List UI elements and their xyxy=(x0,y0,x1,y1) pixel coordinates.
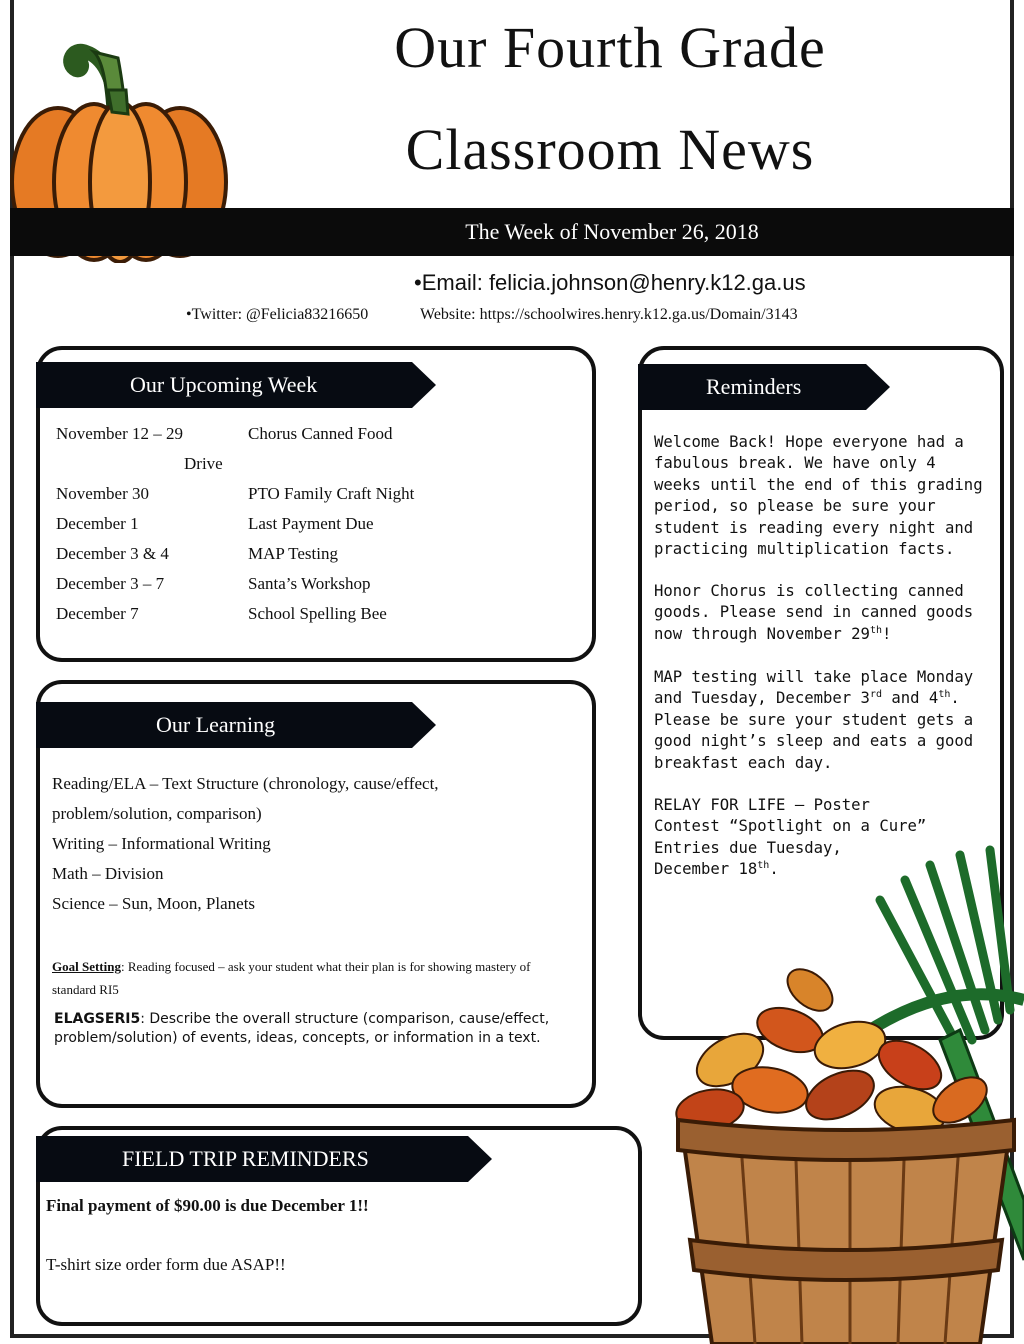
reminder-chorus-sup: th xyxy=(869,624,882,636)
field-trip-tshirt: T-shirt size order form due ASAP!! xyxy=(46,1255,286,1274)
reminder-welcome: Welcome Back! Hope everyone had a fabulous break. We have only 4 weeks until the end of this grading period, so please be sure your student is reading every night and practicing multiplication facts. xyxy=(654,433,983,559)
newsletter-title-line1: Our Fourth Grade xyxy=(394,15,826,80)
learning-line: Writing – Informational Writing xyxy=(52,834,271,853)
reminders-banner xyxy=(638,364,890,410)
reminder-chorus-text: Honor Chorus is collecting canned goods. Please send in canned goods now through November 29 xyxy=(654,582,974,643)
field-trip-banner xyxy=(36,1136,492,1182)
reminder-chorus-end: ! xyxy=(881,624,892,643)
reminder-map xyxy=(654,667,986,774)
event-name: MAP Testing xyxy=(248,544,338,563)
field-trip-heading: FIELD TRIP REMINDERS xyxy=(122,1146,369,1171)
week-banner xyxy=(10,208,1014,256)
reminder-relay-line: Entries due Tuesday, xyxy=(654,838,842,857)
email-line[interactable]: •Email: felicia.johnson@henry.k12.ga.us xyxy=(414,270,806,295)
reminder-relay-date: December 18 xyxy=(654,860,758,879)
goal-setting xyxy=(52,955,572,1001)
reminder-map-sup2: th xyxy=(938,689,951,701)
learning-banner xyxy=(36,702,436,748)
reminder-relay-line: RELAY FOR LIFE – Poster xyxy=(654,796,870,814)
field-trip-payment: Final payment of $90.00 is due December 1!! xyxy=(46,1196,369,1215)
event-name: Last Payment Due xyxy=(248,514,374,533)
newsletter-title-line2: Classroom News xyxy=(405,117,815,182)
event-date: December 3 – 7 xyxy=(56,574,165,593)
reminder-map-sup1: rd xyxy=(869,689,882,701)
reminders-heading: Reminders xyxy=(706,374,802,399)
learning-line: Reading/ELA – Text Structure (chronology, cause/effect, xyxy=(52,774,439,793)
reminder-relay-line: Contest “Spotlight on a Cure” xyxy=(654,817,927,836)
reminder-relay-sup: th xyxy=(757,860,770,872)
event-name: Santa’s Workshop xyxy=(248,574,371,593)
event-name: Chorus Canned Food xyxy=(248,424,393,443)
upcoming-week-banner xyxy=(36,362,436,408)
event-date: December 3 & 4 xyxy=(56,544,169,563)
twitter-line[interactable]: •Twitter: @Felicia83216650 xyxy=(186,306,369,323)
event-date: November 12 – 29 xyxy=(56,424,184,443)
learning-heading: Our Learning xyxy=(156,712,276,737)
event-name-cont: Drive xyxy=(184,454,223,473)
week-label: The Week of November 26, 2018 xyxy=(465,219,759,244)
leaf-basket-image xyxy=(660,840,1024,1344)
event-name: PTO Family Craft Night xyxy=(248,484,415,503)
standard-description: : Describe the overall structure (comparison, cause/effect, problem/solution) of events, ideas, concepts, or information in a text. xyxy=(54,1011,550,1046)
event-name: School Spelling Bee xyxy=(248,604,387,623)
learning-line: Science – Sun, Moon, Planets xyxy=(52,894,256,913)
learning-line: problem/solution, comparison) xyxy=(52,804,262,823)
reminder-map-end: . Please be sure your student gets a good night’s sleep and eats a good breakfast each day. xyxy=(654,689,974,772)
website-line[interactable]: Website: https://schoolwires.henry.k12.ga.us/Domain/3143 xyxy=(420,306,798,323)
reminder-map-text: MAP testing will take place Monday and Tuesday, December 3 xyxy=(654,668,974,708)
reminder-relay-end: . xyxy=(769,860,779,879)
upcoming-week-heading: Our Upcoming Week xyxy=(130,372,318,397)
goal-setting-label: Goal Setting xyxy=(52,959,121,974)
standard-code: ELAGSERI5 xyxy=(54,1011,141,1027)
event-date: December 7 xyxy=(56,604,139,623)
learning-line: Math – Division xyxy=(52,864,164,883)
goal-setting-text: : Reading focused – ask your student what their plan is for showing mastery of standard RI5 xyxy=(52,959,531,997)
reminder-map-mid: and 4 xyxy=(881,689,939,708)
standard-text xyxy=(54,1010,554,1048)
reminder-chorus xyxy=(654,581,986,645)
event-date: December 1 xyxy=(56,514,139,533)
event-date: November 30 xyxy=(56,484,150,503)
